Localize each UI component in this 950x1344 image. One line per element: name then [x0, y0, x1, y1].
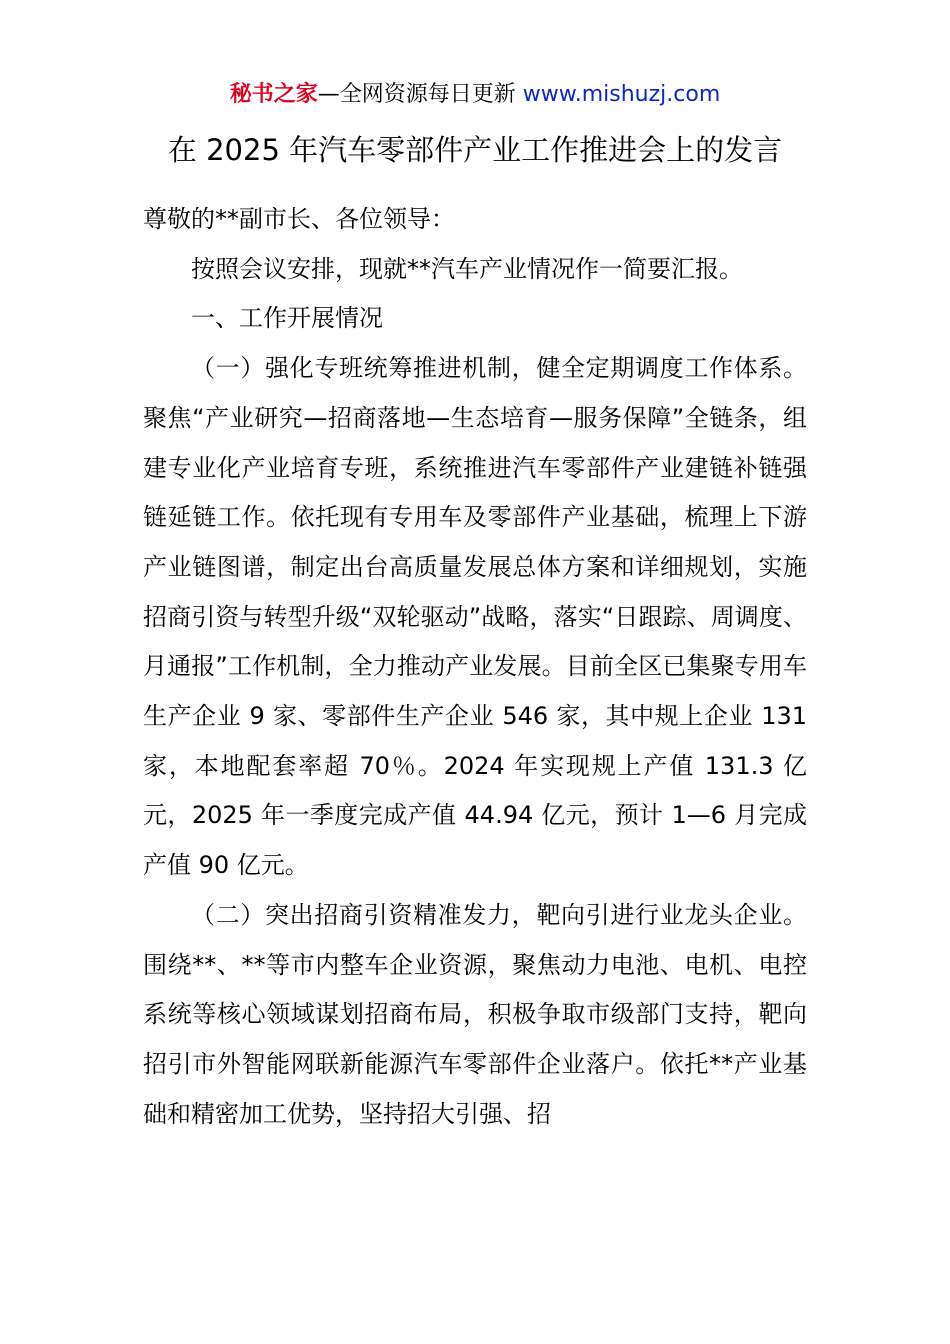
document-body: [143, 195, 807, 1139]
paragraph-intro: 按照会议安排，现就**汽车产业情况作一简要汇报。: [191, 254, 743, 283]
site-brand: 秘书之家: [229, 82, 318, 107]
section-heading: 一、工作开展情况: [191, 304, 383, 333]
site-url-link[interactable]: www.mishuzj.com: [522, 82, 721, 107]
paragraph-item-2: （二）突出招商引资精准发力，靶向引进行业龙头企业。围绕**、**等市内整车企业资源，聚焦动力电池、电机、电控系统等核心领域谋划招商布局，积极争取市级部门支持，靶向招引市外智能网联新能源汽车零部件企业落户。依托**产业基础和精密加工优势，坚持招大引强、招: [143, 900, 807, 1128]
document-title: 在 2025 年汽车零部件产业工作推进会上的发言: [167, 133, 783, 167]
salutation: 尊敬的**副市长、各位领导：: [143, 205, 455, 233]
paragraph-item-1: （一）强化专班统筹推进机制，健全定期调度工作体系。聚焦“产业研究—招商落地—生态培育—服务保障”全链条，组建专业化产业培育专班，系统推进汽车零部件产业建链补链强链延链工作。依托现有专用车及零部件产业基础，梳理上下游产业链图谱，制定出台高质量发展总体方案和详细规划，实施招商引资与转型升级“双轮驱动”战略，落实“日跟踪、周调度、月通报”工作机制，全力推动产业发展。目前全区已集聚专用车生产企业 9 家、零部件生产企业 546 家，其中规上企业 131 家，本地配套率超 70％。2024 年实现规上产值 131.3 亿元，2025 年一季度完成产值 44.94 亿元，预计 1—6 月完成产值 90 亿元。: [143, 354, 807, 880]
site-header: [0, 80, 950, 110]
site-tagline: —全网资源每日更新: [317, 82, 516, 107]
